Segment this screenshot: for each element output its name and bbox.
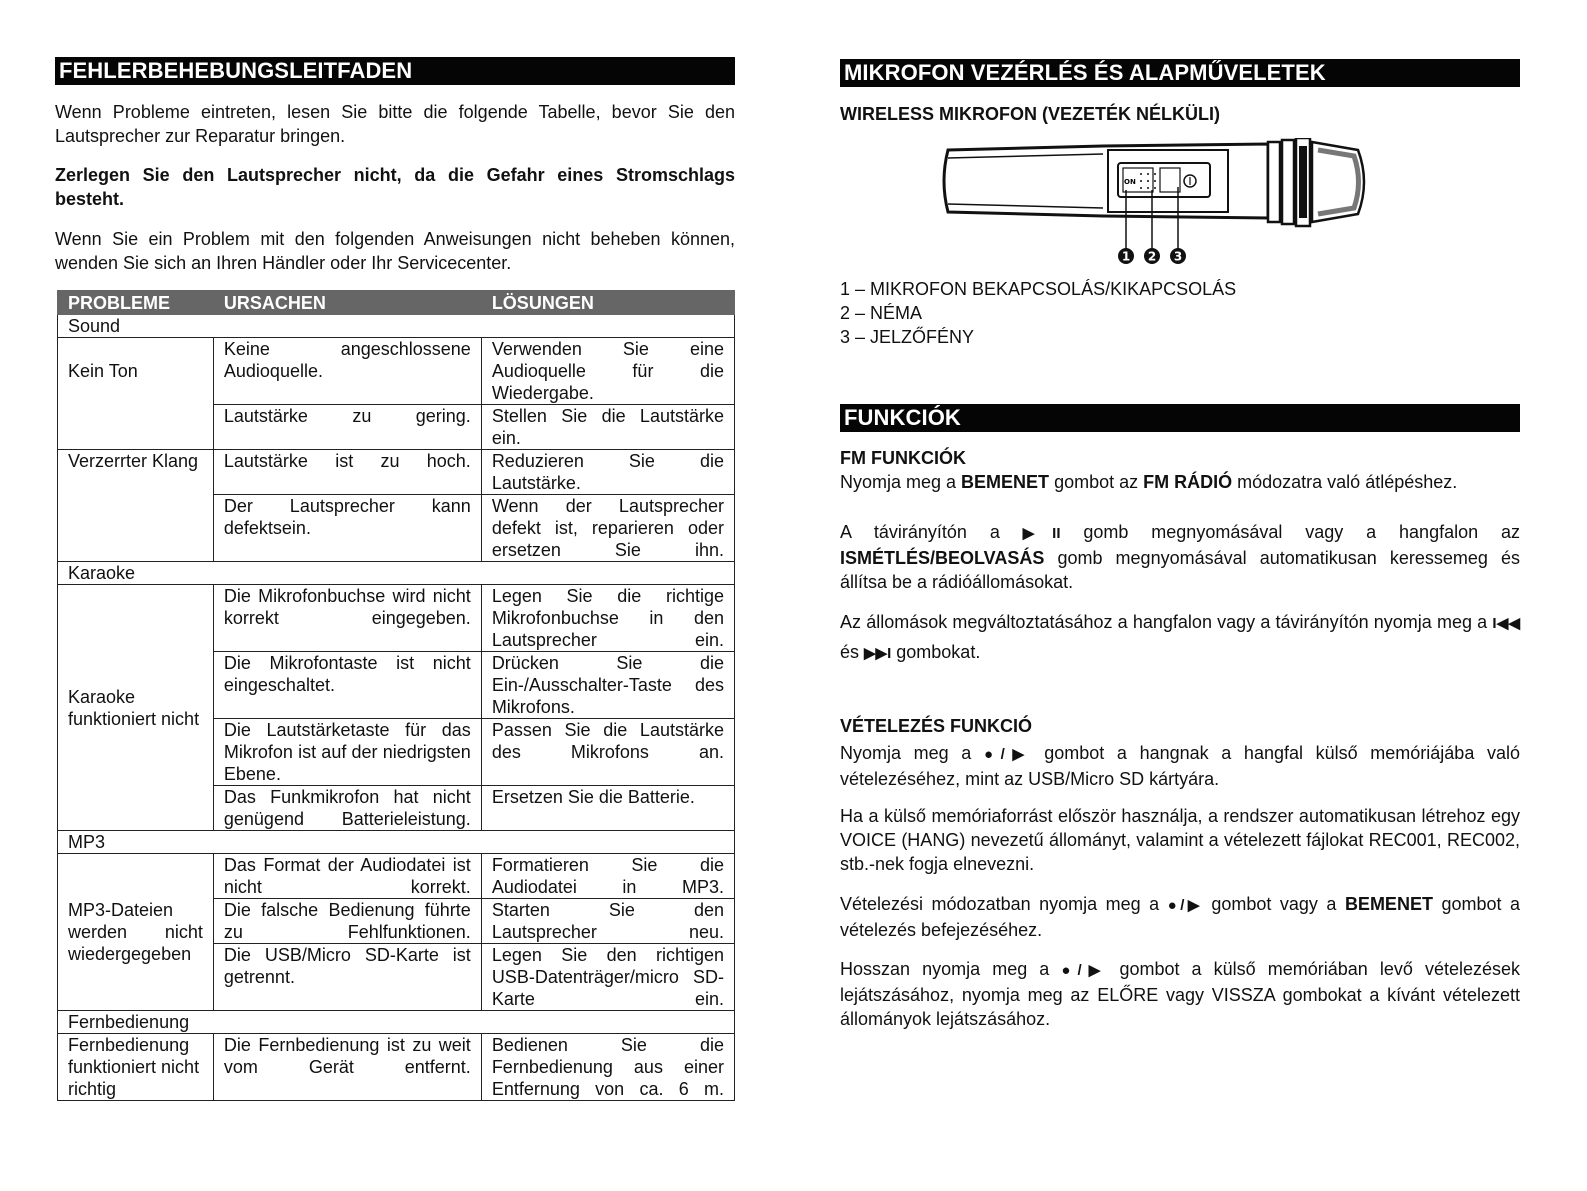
legend-item-power: 1 – MIKROFON BEKAPCSOLÁS/KIKAPCSOLÁS xyxy=(840,279,1237,299)
callout-1: 1 xyxy=(1121,249,1131,264)
table-cell-solution: Reduzieren Sie die Lautstärke. xyxy=(481,450,734,495)
table-cell-cause: Keine angeschlossene Audioquelle. xyxy=(213,338,481,405)
troubleshooting-table xyxy=(57,290,735,1101)
table-cell-cause: Das Format der Audiodatei ist nicht korrekt. xyxy=(213,854,481,899)
section-remote: Fernbedienung xyxy=(58,1011,735,1034)
header-solutions: LÖSUNGEN xyxy=(481,291,734,315)
problem-mp3: MP3-Dateien werden nicht wiedergegeben xyxy=(58,854,214,1011)
problem-karaoke: Karaoke funktioniert nicht xyxy=(58,585,214,831)
table-cell-solution: Drücken Sie die Ein-/Ausschalter-Taste des Mikrofons. xyxy=(481,652,734,719)
table-cell-cause: Die Fernbedienung ist zu weit vom Gerät entfernt. xyxy=(213,1034,481,1101)
table-cell-solution: Formatieren Sie die Audiodatei in MP3. xyxy=(481,854,734,899)
section-sound: Sound xyxy=(58,315,735,338)
rec-paragraph-3: Vételezési módozatban nyomja meg a ●/▶ gombot vagy a BEMENET gombot a vételezés befejezéséhez. xyxy=(840,894,1520,940)
section-karaoke: Karaoke xyxy=(58,562,735,585)
table-cell-solution: Ersetzen Sie die Batterie. xyxy=(481,786,734,831)
mic-controls-title: MIKROFON VEZÉRLÉS ÉS ALAPMŰVELETEK xyxy=(840,59,1520,87)
legend-item-indicator: 3 – JELZŐFÉNY xyxy=(840,327,975,347)
record-play-icon: ●/▶ xyxy=(1167,897,1203,914)
table-cell-cause: Die Mikrofontaste ist nicht eingeschaltet. xyxy=(213,652,481,719)
table-cell-cause: Die falsche Bedienung führte zu Fehlfunktionen. xyxy=(213,899,481,944)
next-icon: ▶▶I xyxy=(864,645,892,662)
header-causes: URSACHEN xyxy=(213,291,481,315)
rec-title: VÉTELEZÉS FUNKCIÓ xyxy=(840,716,1033,736)
record-play-icon: ●/▶ xyxy=(1061,962,1108,979)
table-cell-cause: Die Lautstärketaste für das Mikrofon ist auf der niedrigsten Ebene. xyxy=(213,719,481,786)
troubleshooting-intro: Wenn Probleme eintreten, lesen Sie bitte die folgende Tabelle, bevor Sie den Lautsprecher zur Reparatur bringen. xyxy=(55,102,735,146)
mic-legend xyxy=(840,277,1520,349)
table-cell-cause: Lautstärke ist zu hoch. xyxy=(213,450,481,495)
problem-kein-ton: Kein Ton xyxy=(58,338,214,450)
mic-switch-label: ON xyxy=(1124,178,1136,186)
legend-item-mute: 2 – NÉMA xyxy=(840,303,923,323)
header-problems: PROBLEME xyxy=(58,291,214,315)
rec-paragraph-4: Hosszan nyomja meg a ●/▶ gombot a külső memóriában levő vételezések lejátszásához, nyomja meg az ELŐRE vagy VISSZA gombokat a kívánt vételezett állományok lejátszásához. xyxy=(840,959,1521,1029)
table-header-row xyxy=(58,291,735,315)
problem-remote: Fernbedienung funktioniert nicht richtig xyxy=(58,1034,214,1101)
functions-title: FUNKCIÓK xyxy=(840,404,1520,432)
table-cell-solution: Legen Sie die richtige Mikrofonbuchse in den Lautsprecher ein. xyxy=(481,585,734,652)
fm-title: FM FUNKCIÓK xyxy=(840,448,966,468)
table-cell-solution: Verwenden Sie eine Audioquelle für die Wiedergabe. xyxy=(481,338,734,405)
callout-3: 3 xyxy=(1173,249,1183,264)
table-cell-solution: Wenn der Lautsprecher defekt ist, reparieren oder ersetzen Sie ihn. xyxy=(481,495,734,562)
play-pause-icon: ▶II xyxy=(1022,525,1061,542)
fm-paragraph-3: Az állomások megváltoztatásához a hangfalon vagy a távirányítón nyomja meg a I◀◀ és ▶▶I gombokat. xyxy=(840,612,1520,662)
table-cell-solution: Starten Sie den Lautsprecher neu. xyxy=(481,899,734,944)
table-cell-cause: Der Lautsprecher kann defektsein. xyxy=(213,495,481,562)
table-cell-solution: Bedienen Sie die Fernbedienung aus einer Entfernung von ca. 6 m. xyxy=(481,1034,734,1101)
rec-paragraph-2: Ha a külső memóriaforrást először használja, a rendszer automatikusan létrehoz egy VOICE (HANG) nevezetű állományt, valamint a vételezett fájlokat REC001, REC002, stb.-nek fogja elnevezni. xyxy=(840,806,1520,874)
table-cell-cause: Lautstärke zu gering. xyxy=(213,405,481,450)
table-cell-solution: Passen Sie die Lautstärke des Mikrofons an. xyxy=(481,719,734,786)
shock-warning: Zerlegen Sie den Lautsprecher nicht, da die Gefahr eines Stromschlags besteht. xyxy=(55,165,735,209)
table-cell-solution: Legen Sie den richtigen USB-Datenträger/micro SD-Karte ein. xyxy=(481,944,734,1011)
table-cell-cause: Das Funkmikrofon hat nicht genügend Batterieleistung. xyxy=(213,786,481,831)
record-play-icon: ●/▶ xyxy=(983,746,1032,763)
table-cell-solution: Stellen Sie die Lautstärke ein. xyxy=(481,405,734,450)
callout-2: 2 xyxy=(1147,249,1157,264)
wireless-mic-subtitle: WIRELESS MIKROFON (VEZETÉK NÉLKÜLI) xyxy=(840,104,1220,124)
previous-icon: I◀◀ xyxy=(1492,615,1520,632)
table-cell-cause: Die Mikrofonbuchse wird nicht korrekt eingegeben. xyxy=(213,585,481,652)
table-cell-cause: Die USB/Micro SD-Karte ist getrennt. xyxy=(213,944,481,1011)
contact-note: Wenn Sie ein Problem mit den folgenden Anweisungen nicht beheben können, wenden Sie sich an Ihren Händler oder Ihr Servicecenter. xyxy=(55,229,735,273)
problem-verzerrter-klang: Verzerrter Klang xyxy=(58,450,214,562)
rec-paragraph-1: Nyomja meg a ●/▶ gombot a hangnak a hangfal külső memóriájába való vételezéséhez, mint az USB/Micro SD kártyára. xyxy=(840,743,1520,789)
fm-paragraph-1: Nyomja meg a BEMENET gombot az FM RÁDIÓ módozatra való átlépéshez. xyxy=(840,472,1458,492)
microphone-illustration xyxy=(938,138,1378,268)
section-mp3: MP3 xyxy=(58,831,735,854)
troubleshooting-title: FEHLERBEHEBUNGSLEITFADEN xyxy=(55,57,735,85)
fm-paragraph-2: A távirányítón a ▶II gomb megnyomásával vagy a hangfalon az ISMÉTLÉS/BEOLVASÁS gomb megnyomásával automatikusan keressemeg és állítsa be a rádióállomásokat. xyxy=(840,522,1521,592)
